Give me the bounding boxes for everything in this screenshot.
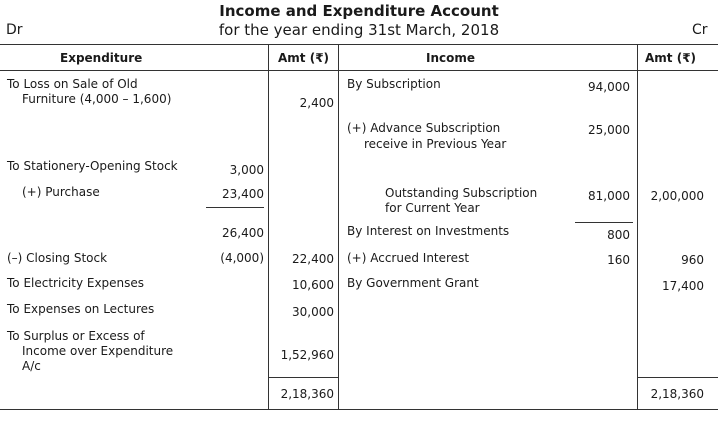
purchase-amount: 23,400 [222, 187, 264, 201]
right-total-rule [637, 377, 718, 378]
loss-label-line1: To Loss on Sale of Old [7, 77, 138, 91]
subscription-amount: 94,000 [588, 80, 630, 94]
subscription-label: By Subscription [347, 77, 441, 91]
interest-amount: 800 [607, 228, 630, 242]
account-title: Income and Expenditure Account [219, 2, 499, 20]
surplus-amount: 1,52,960 [280, 348, 334, 362]
outstanding-label-line2: for Current Year [385, 201, 480, 215]
loss-amount: 2,400 [299, 96, 334, 110]
stationery-label: To Stationery-Opening Stock [7, 159, 178, 173]
grant-label: By Government Grant [347, 276, 479, 290]
outstanding-label-line1: Outstanding Subscription [385, 186, 538, 200]
stationery-net-amount: 22,400 [292, 252, 334, 266]
surplus-label-line3: A/c [22, 359, 41, 373]
lectures-amount: 30,000 [292, 305, 334, 319]
subscription-subtotal-rule [575, 222, 633, 223]
electricity-amount: 10,600 [292, 278, 334, 292]
advance-label-line2: receive in Previous Year [364, 137, 507, 151]
stationery-subtotal-rule [206, 207, 264, 208]
column-divider-1 [268, 44, 269, 410]
closing-stock-amount: (4,000) [220, 251, 264, 265]
lectures-label: To Expenses on Lectures [7, 302, 155, 316]
expenditure-total: 2,18,360 [280, 387, 334, 401]
income-total: 2,18,360 [650, 387, 704, 401]
header-bottom-border [0, 70, 718, 71]
closing-stock-label: (–) Closing Stock [7, 251, 108, 265]
expenditure-header: Expenditure [60, 51, 143, 65]
stationery-subtotal: 26,400 [222, 226, 264, 240]
accrued-interest-label: (+) Accrued Interest [347, 251, 470, 265]
loss-label-line2: Furniture (4,000 – 1,600) [22, 92, 172, 106]
amount-header-right: Amt (₹) [645, 51, 697, 65]
credit-marker: Cr [692, 22, 708, 38]
income-header: Income [426, 51, 476, 65]
column-divider-center [338, 44, 339, 410]
interest-total: 960 [681, 253, 704, 267]
debit-marker: Dr [6, 22, 23, 38]
electricity-label: To Electricity Expenses [7, 276, 145, 290]
surplus-label-line1: To Surplus or Excess of [7, 329, 145, 343]
advance-amount: 25,000 [588, 123, 630, 137]
outstanding-amount: 81,000 [588, 189, 630, 203]
interest-label: By Interest on Investments [347, 224, 510, 238]
surplus-label-line2: Income over Expenditure [22, 344, 174, 358]
subscription-total: 2,00,000 [650, 189, 704, 203]
purchase-label: (+) Purchase [22, 185, 100, 199]
table-bottom-border [0, 409, 718, 410]
stationery-opening-amount: 3,000 [229, 163, 264, 177]
left-total-rule [268, 377, 338, 378]
grant-amount: 17,400 [662, 279, 704, 293]
account-subtitle: for the year ending 31st March, 2018 [218, 21, 500, 39]
amount-header-left: Amt (₹) [278, 51, 330, 65]
column-divider-3 [637, 44, 638, 410]
table-top-border [0, 44, 718, 45]
accrued-interest-amount: 160 [607, 253, 630, 267]
advance-label-line1: (+) Advance Subscription [347, 121, 501, 135]
